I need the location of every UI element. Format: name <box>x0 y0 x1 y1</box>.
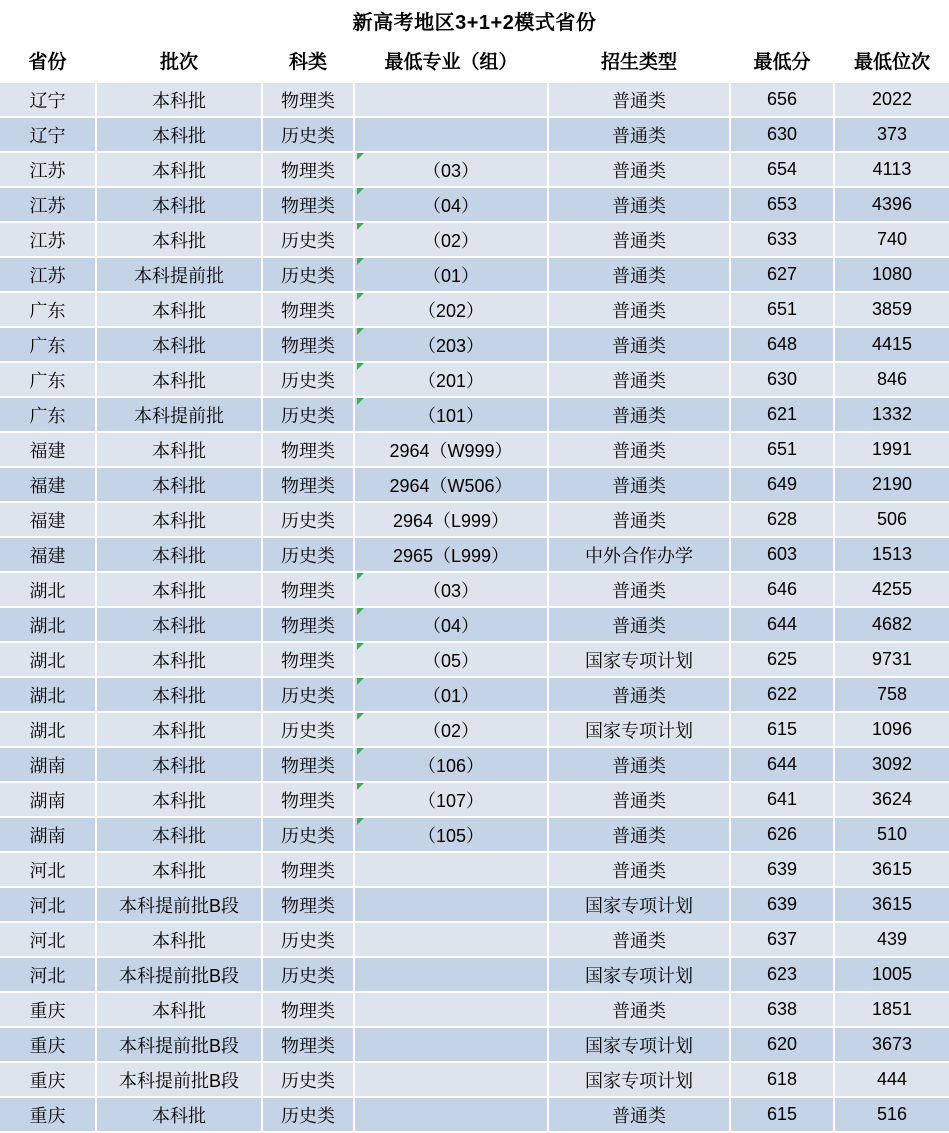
cell-subject: 物理类 <box>262 292 354 327</box>
cell-subject: 历史类 <box>262 1097 354 1132</box>
column-header-batch: 批次 <box>96 42 262 82</box>
cell-major: 2965（L999） <box>354 537 548 572</box>
table-row <box>0 572 949 607</box>
cell-province: 河北 <box>0 957 96 992</box>
column-header-min-score: 最低分 <box>730 42 834 82</box>
cell-subject: 物理类 <box>262 432 354 467</box>
cell-min-score: 639 <box>730 852 834 887</box>
table-row <box>0 397 949 432</box>
cell-min-rank: 444 <box>834 1062 949 1097</box>
cell-min-score: 626 <box>730 817 834 852</box>
cell-province: 湖北 <box>0 642 96 677</box>
cell-province: 湖北 <box>0 712 96 747</box>
cell-min-rank: 1851 <box>834 992 949 1027</box>
cell-min-rank: 4682 <box>834 607 949 642</box>
cell-subject: 历史类 <box>262 502 354 537</box>
cell-min-rank: 516 <box>834 1097 949 1132</box>
cell-batch: 本科批 <box>96 747 262 782</box>
table-body <box>0 82 949 1132</box>
cell-subject: 历史类 <box>262 222 354 257</box>
cell-batch: 本科批 <box>96 432 262 467</box>
cell-province: 广东 <box>0 397 96 432</box>
cell-min-rank: 9731 <box>834 642 949 677</box>
table-row <box>0 992 949 1027</box>
cell-major: （203） <box>354 327 548 362</box>
cell-subject: 历史类 <box>262 397 354 432</box>
cell-min-rank: 506 <box>834 502 949 537</box>
table-row <box>0 957 949 992</box>
cell-batch: 本科提前批 <box>96 397 262 432</box>
column-header-admission-type: 招生类型 <box>548 42 730 82</box>
cell-major: （01） <box>354 257 548 292</box>
cell-subject: 历史类 <box>262 1062 354 1097</box>
table-row <box>0 712 949 747</box>
cell-province: 福建 <box>0 432 96 467</box>
cell-min-score: 651 <box>730 432 834 467</box>
cell-min-score: 649 <box>730 467 834 502</box>
cell-subject: 物理类 <box>262 887 354 922</box>
cell-major <box>354 852 548 887</box>
cell-batch: 本科批 <box>96 572 262 607</box>
cell-min-score: 653 <box>730 187 834 222</box>
cell-major: （101） <box>354 397 548 432</box>
cell-min-rank: 1005 <box>834 957 949 992</box>
cell-province: 河北 <box>0 922 96 957</box>
column-header-subject: 科类 <box>262 42 354 82</box>
cell-province: 湖北 <box>0 607 96 642</box>
cell-province: 湖北 <box>0 677 96 712</box>
table-header <box>0 42 949 82</box>
cell-admission-type: 普通类 <box>548 852 730 887</box>
cell-major <box>354 887 548 922</box>
cell-min-rank: 510 <box>834 817 949 852</box>
cell-subject: 物理类 <box>262 187 354 222</box>
cell-min-rank: 373 <box>834 117 949 152</box>
cell-major <box>354 922 548 957</box>
cell-admission-type: 普通类 <box>548 1097 730 1132</box>
cell-province: 福建 <box>0 537 96 572</box>
table-row <box>0 852 949 887</box>
cell-min-score: 633 <box>730 222 834 257</box>
cell-province: 湖南 <box>0 782 96 817</box>
cell-admission-type: 普通类 <box>548 327 730 362</box>
cell-admission-type: 普通类 <box>548 397 730 432</box>
cell-min-rank: 3615 <box>834 852 949 887</box>
cell-admission-type: 国家专项计划 <box>548 957 730 992</box>
cell-min-rank: 2190 <box>834 467 949 502</box>
cell-subject: 物理类 <box>262 992 354 1027</box>
cell-admission-type: 普通类 <box>548 677 730 712</box>
cell-admission-type: 普通类 <box>548 222 730 257</box>
cell-admission-type: 普通类 <box>548 82 730 117</box>
table-row <box>0 502 949 537</box>
table-row <box>0 607 949 642</box>
table-row <box>0 782 949 817</box>
cell-batch: 本科提前批B段 <box>96 1062 262 1097</box>
cell-major: 2964（W999） <box>354 432 548 467</box>
table-row <box>0 1097 949 1132</box>
cell-batch: 本科提前批B段 <box>96 887 262 922</box>
cell-province: 重庆 <box>0 992 96 1027</box>
cell-min-rank: 3859 <box>834 292 949 327</box>
cell-batch: 本科批 <box>96 467 262 502</box>
cell-min-rank: 1513 <box>834 537 949 572</box>
cell-province: 辽宁 <box>0 117 96 152</box>
cell-subject: 物理类 <box>262 1027 354 1062</box>
cell-min-score: 615 <box>730 1097 834 1132</box>
cell-major: （106） <box>354 747 548 782</box>
cell-min-rank: 1991 <box>834 432 949 467</box>
column-header-min-rank: 最低位次 <box>834 42 949 82</box>
cell-province: 江苏 <box>0 222 96 257</box>
cell-min-score: 648 <box>730 327 834 362</box>
cell-min-rank: 1096 <box>834 712 949 747</box>
cell-batch: 本科批 <box>96 1097 262 1132</box>
cell-min-rank: 2022 <box>834 82 949 117</box>
cell-province: 广东 <box>0 292 96 327</box>
cell-major: 2964（W506） <box>354 467 548 502</box>
cell-min-score: 618 <box>730 1062 834 1097</box>
table-row <box>0 677 949 712</box>
cell-subject: 历史类 <box>262 677 354 712</box>
cell-major: （02） <box>354 222 548 257</box>
cell-min-score: 630 <box>730 117 834 152</box>
cell-batch: 本科批 <box>96 922 262 957</box>
cell-province: 江苏 <box>0 257 96 292</box>
table-row <box>0 537 949 572</box>
cell-subject: 历史类 <box>262 362 354 397</box>
cell-batch: 本科批 <box>96 852 262 887</box>
cell-major: （202） <box>354 292 548 327</box>
cell-province: 湖南 <box>0 747 96 782</box>
cell-batch: 本科批 <box>96 292 262 327</box>
cell-admission-type: 国家专项计划 <box>548 1027 730 1062</box>
cell-min-score: 654 <box>730 152 834 187</box>
cell-admission-type: 普通类 <box>548 782 730 817</box>
table-row <box>0 187 949 222</box>
cell-subject: 历史类 <box>262 117 354 152</box>
cell-subject: 历史类 <box>262 257 354 292</box>
cell-major: （05） <box>354 642 548 677</box>
cell-batch: 本科批 <box>96 362 262 397</box>
cell-major: （04） <box>354 607 548 642</box>
cell-min-rank: 4415 <box>834 327 949 362</box>
column-header-major: 最低专业（组） <box>354 42 548 82</box>
cell-province: 重庆 <box>0 1027 96 1062</box>
admission-score-table <box>0 42 949 1133</box>
cell-min-rank: 4396 <box>834 187 949 222</box>
cell-major: （03） <box>354 572 548 607</box>
cell-major: （105） <box>354 817 548 852</box>
cell-min-score: 628 <box>730 502 834 537</box>
cell-subject: 物理类 <box>262 572 354 607</box>
cell-min-score: 625 <box>730 642 834 677</box>
cell-admission-type: 国家专项计划 <box>548 642 730 677</box>
cell-batch: 本科批 <box>96 222 262 257</box>
cell-min-score: 639 <box>730 887 834 922</box>
cell-subject: 历史类 <box>262 957 354 992</box>
cell-major <box>354 1062 548 1097</box>
page-title: 新高考地区3+1+2模式省份 <box>352 12 597 34</box>
cell-admission-type: 国家专项计划 <box>548 712 730 747</box>
cell-min-score: 630 <box>730 362 834 397</box>
cell-min-score: 644 <box>730 747 834 782</box>
table-row <box>0 887 949 922</box>
cell-min-score: 621 <box>730 397 834 432</box>
cell-min-score: 623 <box>730 957 834 992</box>
cell-major: （03） <box>354 152 548 187</box>
cell-major: （201） <box>354 362 548 397</box>
table-row <box>0 467 949 502</box>
cell-batch: 本科批 <box>96 642 262 677</box>
cell-min-score: 615 <box>730 712 834 747</box>
cell-admission-type: 普通类 <box>548 117 730 152</box>
cell-min-rank: 4113 <box>834 152 949 187</box>
table-row <box>0 432 949 467</box>
table-row <box>0 82 949 117</box>
cell-batch: 本科批 <box>96 817 262 852</box>
cell-province: 河北 <box>0 852 96 887</box>
cell-subject: 物理类 <box>262 747 354 782</box>
column-header-province: 省份 <box>0 42 96 82</box>
cell-min-rank: 439 <box>834 922 949 957</box>
cell-admission-type: 普通类 <box>548 572 730 607</box>
cell-province: 广东 <box>0 362 96 397</box>
cell-subject: 物理类 <box>262 607 354 642</box>
cell-admission-type: 普通类 <box>548 432 730 467</box>
cell-batch: 本科批 <box>96 607 262 642</box>
cell-min-rank: 4255 <box>834 572 949 607</box>
cell-batch: 本科批 <box>96 187 262 222</box>
cell-major: （107） <box>354 782 548 817</box>
cell-admission-type: 普通类 <box>548 187 730 222</box>
cell-admission-type: 普通类 <box>548 467 730 502</box>
cell-admission-type: 普通类 <box>548 922 730 957</box>
cell-admission-type: 普通类 <box>548 607 730 642</box>
cell-province: 湖南 <box>0 817 96 852</box>
cell-min-rank: 758 <box>834 677 949 712</box>
cell-min-rank: 3624 <box>834 782 949 817</box>
cell-admission-type: 普通类 <box>548 292 730 327</box>
cell-province: 重庆 <box>0 1097 96 1132</box>
cell-batch: 本科批 <box>96 712 262 747</box>
cell-subject: 物理类 <box>262 152 354 187</box>
table-header-row <box>0 42 949 82</box>
cell-major <box>354 957 548 992</box>
cell-batch: 本科批 <box>96 327 262 362</box>
cell-admission-type: 普通类 <box>548 152 730 187</box>
cell-min-rank: 1080 <box>834 257 949 292</box>
cell-province: 湖北 <box>0 572 96 607</box>
cell-admission-type: 普通类 <box>548 747 730 782</box>
cell-min-score: 622 <box>730 677 834 712</box>
cell-subject: 物理类 <box>262 642 354 677</box>
cell-min-score: 646 <box>730 572 834 607</box>
table-row <box>0 922 949 957</box>
cell-batch: 本科提前批B段 <box>96 1027 262 1062</box>
table-row <box>0 257 949 292</box>
table-row <box>0 1062 949 1097</box>
cell-subject: 历史类 <box>262 817 354 852</box>
cell-subject: 历史类 <box>262 922 354 957</box>
cell-major: 2964（L999） <box>354 502 548 537</box>
cell-batch: 本科批 <box>96 502 262 537</box>
cell-major <box>354 82 548 117</box>
cell-min-score: 641 <box>730 782 834 817</box>
cell-min-score: 620 <box>730 1027 834 1062</box>
cell-batch: 本科批 <box>96 117 262 152</box>
cell-batch: 本科批 <box>96 537 262 572</box>
cell-min-rank: 3615 <box>834 887 949 922</box>
cell-province: 辽宁 <box>0 82 96 117</box>
table-row <box>0 642 949 677</box>
cell-province: 福建 <box>0 467 96 502</box>
cell-min-score: 637 <box>730 922 834 957</box>
cell-admission-type: 普通类 <box>548 992 730 1027</box>
cell-major: （04） <box>354 187 548 222</box>
table-row <box>0 362 949 397</box>
cell-min-rank: 846 <box>834 362 949 397</box>
cell-batch: 本科批 <box>96 992 262 1027</box>
cell-batch: 本科批 <box>96 677 262 712</box>
table-row <box>0 152 949 187</box>
table-row <box>0 222 949 257</box>
cell-major <box>354 992 548 1027</box>
cell-batch: 本科批 <box>96 152 262 187</box>
cell-min-score: 651 <box>730 292 834 327</box>
table-row <box>0 117 949 152</box>
cell-admission-type: 国家专项计划 <box>548 887 730 922</box>
cell-min-rank: 740 <box>834 222 949 257</box>
cell-major: （01） <box>354 677 548 712</box>
cell-batch: 本科批 <box>96 782 262 817</box>
cell-min-score: 603 <box>730 537 834 572</box>
cell-province: 广东 <box>0 327 96 362</box>
cell-min-score: 638 <box>730 992 834 1027</box>
cell-min-rank: 3673 <box>834 1027 949 1062</box>
cell-batch: 本科提前批B段 <box>96 957 262 992</box>
table-row <box>0 747 949 782</box>
cell-min-rank: 3092 <box>834 747 949 782</box>
cell-admission-type: 普通类 <box>548 817 730 852</box>
cell-admission-type: 普通类 <box>548 362 730 397</box>
cell-province: 江苏 <box>0 187 96 222</box>
cell-min-rank: 1332 <box>834 397 949 432</box>
cell-subject: 物理类 <box>262 82 354 117</box>
cell-batch: 本科提前批 <box>96 257 262 292</box>
cell-min-score: 644 <box>730 607 834 642</box>
cell-major <box>354 1097 548 1132</box>
cell-subject: 历史类 <box>262 537 354 572</box>
table-row <box>0 292 949 327</box>
cell-subject: 物理类 <box>262 467 354 502</box>
table-row <box>0 327 949 362</box>
cell-province: 江苏 <box>0 152 96 187</box>
table-row <box>0 817 949 852</box>
cell-subject: 历史类 <box>262 712 354 747</box>
cell-subject: 物理类 <box>262 852 354 887</box>
cell-province: 河北 <box>0 887 96 922</box>
cell-min-score: 656 <box>730 82 834 117</box>
cell-province: 福建 <box>0 502 96 537</box>
cell-admission-type: 普通类 <box>548 257 730 292</box>
cell-admission-type: 普通类 <box>548 502 730 537</box>
cell-province: 重庆 <box>0 1062 96 1097</box>
cell-major: （02） <box>354 712 548 747</box>
cell-batch: 本科批 <box>96 82 262 117</box>
cell-subject: 物理类 <box>262 327 354 362</box>
cell-subject: 物理类 <box>262 782 354 817</box>
cell-admission-type: 国家专项计划 <box>548 1062 730 1097</box>
cell-min-score: 627 <box>730 257 834 292</box>
cell-major <box>354 117 548 152</box>
cell-admission-type: 中外合作办学 <box>548 537 730 572</box>
